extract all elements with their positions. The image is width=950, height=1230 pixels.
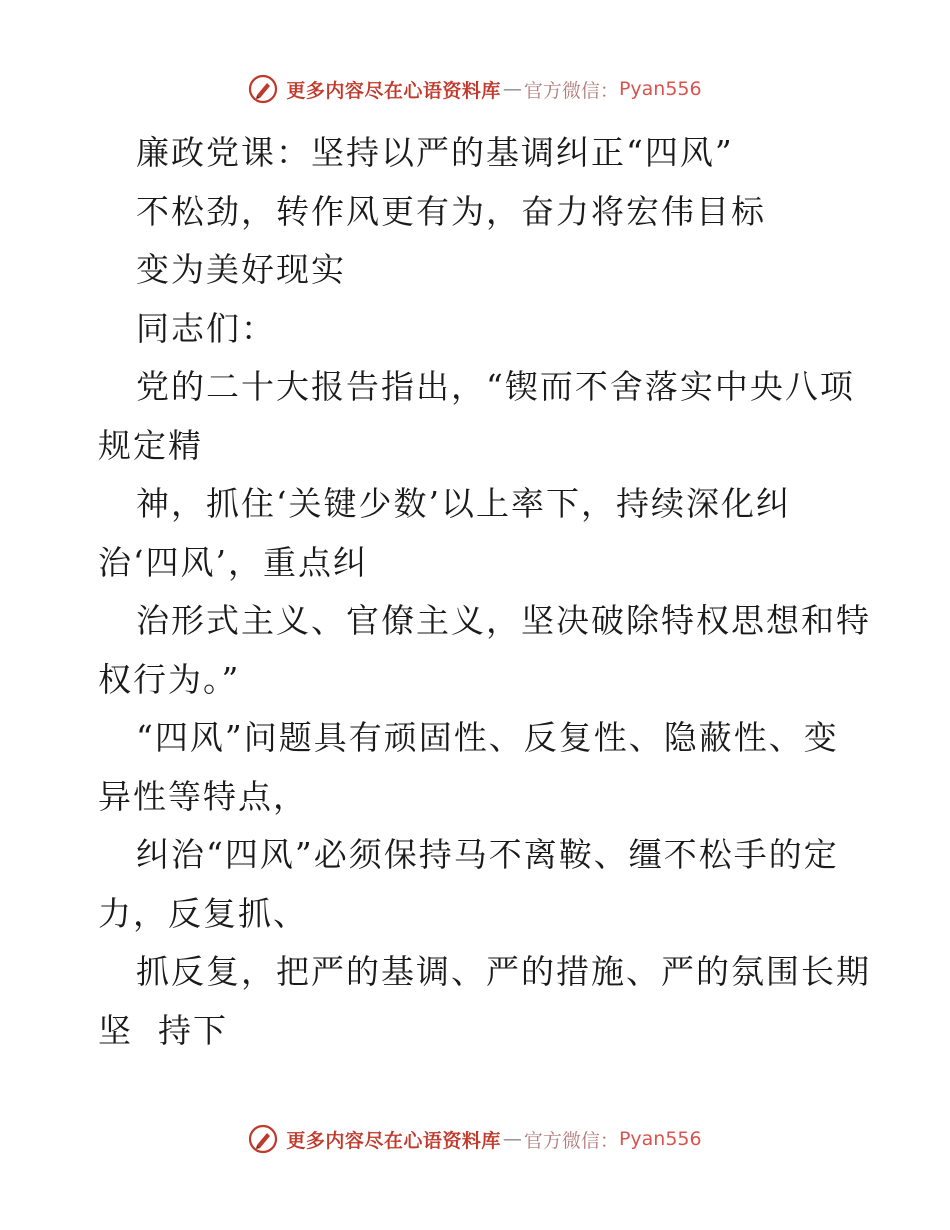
watermark-separator: —: [502, 78, 522, 100]
paragraph-line: “四风”问题具有顽固性、反复性、隐蔽性、变: [136, 718, 839, 757]
paragraph-line: 党的二十大报告指出，“锲而不舍落实中央八项: [136, 367, 855, 406]
paragraph-line: 力，反复抓、: [98, 893, 308, 933]
watermark-wechat-id: Pyan556: [618, 1128, 702, 1150]
paragraph-line: 坚 持下: [98, 1010, 228, 1050]
title-line-3: 变为美好现实: [136, 250, 346, 289]
paragraph-line: 抓反复，把严的基调、严的措施、严的氛围长期: [136, 952, 871, 991]
title-line-1: 廉政党课：坚持以严的基调纠正“四风”: [136, 133, 734, 172]
salutation: 同志们：: [136, 308, 276, 348]
watermark-brand: 更多内容尽在心语资料库: [286, 1129, 501, 1152]
paragraph-line: 异性等特点，: [98, 776, 308, 816]
paragraph-line: 治形式主义、官僚主义，坚决破除特权思想和特: [136, 601, 871, 640]
footer-watermark: [0, 1124, 950, 1154]
paragraph-line: 权行为。”: [98, 659, 241, 699]
watermark-wechat-id: Pyan556: [618, 78, 702, 100]
watermark-wechat-label: 官方微信：: [523, 79, 619, 102]
paragraph-line: 神，抓住‘关键少数’以上率下，持续深化纠: [136, 484, 791, 523]
paragraph-line: 纠治“四风”必须保持马不离鞍、缰不松手的定: [136, 835, 839, 874]
pen-logo-icon: [248, 1124, 278, 1154]
header-watermark: [0, 74, 950, 104]
watermark-brand: 更多内容尽在心语资料库: [286, 79, 501, 102]
title-line-2: 不松劲，转作风更有为，奋力将宏伟目标: [136, 191, 766, 231]
document-body: [98, 124, 871, 1060]
paragraph-line: 治‘四风’，重点纠: [98, 542, 368, 582]
watermark-separator: —: [502, 1128, 522, 1150]
paragraph-line: 规定精: [98, 425, 203, 465]
watermark-wechat-label: 官方微信：: [523, 1129, 619, 1152]
pen-logo-icon: [248, 74, 278, 104]
